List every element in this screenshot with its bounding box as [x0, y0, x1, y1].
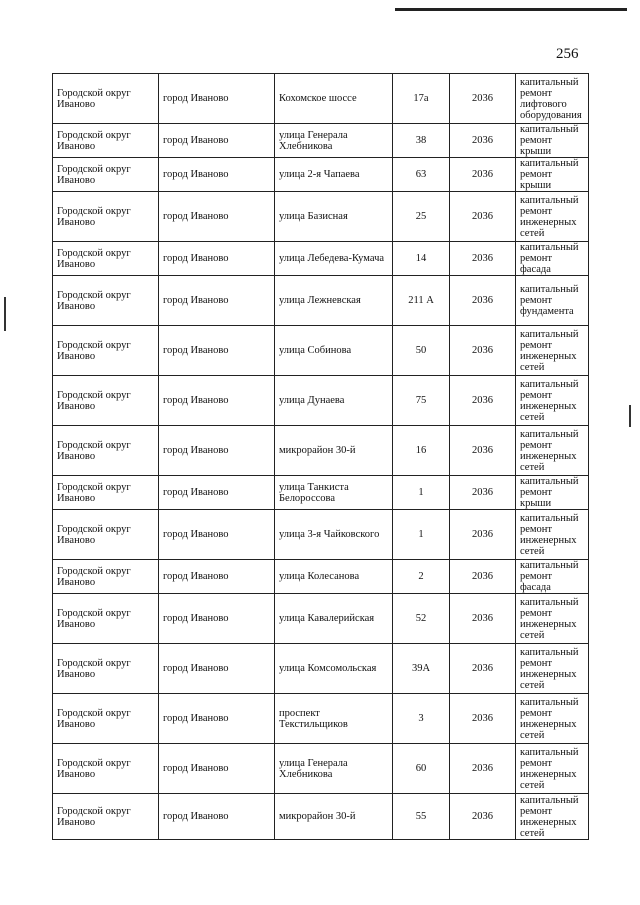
district-cell: Городской округ Иваново: [53, 158, 159, 192]
work-type-cell: капитальный ремонт фасада: [516, 242, 589, 276]
city-cell: город Иваново: [159, 192, 275, 242]
house-number-cell: 55: [393, 794, 450, 840]
work-type-cell: капитальный ремонт инженерных сетей: [516, 744, 589, 794]
house-number-cell: 60: [393, 744, 450, 794]
year-cell: 2036: [450, 192, 516, 242]
table-row: [53, 644, 589, 694]
city-cell: город Иваново: [159, 124, 275, 158]
top-rule: [395, 8, 627, 11]
street-cell: микрорайон 30-й: [275, 426, 393, 476]
house-number-cell: 39А: [393, 644, 450, 694]
street-cell: улица Лежневская: [275, 276, 393, 326]
table-row: [53, 510, 589, 560]
work-type-cell: капитальный ремонт инженерных сетей: [516, 694, 589, 744]
house-number-cell: 52: [393, 594, 450, 644]
repair-schedule-table: [52, 73, 589, 840]
city-cell: город Иваново: [159, 74, 275, 124]
work-type-cell: капитальный ремонт инженерных сетей: [516, 192, 589, 242]
city-cell: город Иваново: [159, 594, 275, 644]
year-cell: 2036: [450, 242, 516, 276]
street-cell: улица Генерала Хлебникова: [275, 744, 393, 794]
district-cell: Городской округ Иваново: [53, 426, 159, 476]
street-cell: улица Генерала Хлебникова: [275, 124, 393, 158]
city-cell: город Иваново: [159, 276, 275, 326]
city-cell: город Иваново: [159, 426, 275, 476]
street-cell: улица Кавалерийская: [275, 594, 393, 644]
district-cell: Городской округ Иваново: [53, 124, 159, 158]
table-row: [53, 694, 589, 744]
work-type-cell: капитальный ремонт инженерных сетей: [516, 510, 589, 560]
table-row: [53, 560, 589, 594]
scan-mark-right: [629, 405, 631, 427]
table-row: [53, 376, 589, 426]
year-cell: 2036: [450, 276, 516, 326]
city-cell: город Иваново: [159, 694, 275, 744]
work-type-cell: капитальный ремонт крыши: [516, 124, 589, 158]
street-cell: улица Базисная: [275, 192, 393, 242]
table-row: [53, 594, 589, 644]
table-row: [53, 242, 589, 276]
house-number-cell: 38: [393, 124, 450, 158]
table-row: [53, 74, 589, 124]
street-cell: улица Комсомольская: [275, 644, 393, 694]
table-row: [53, 744, 589, 794]
street-cell: улица Дунаева: [275, 376, 393, 426]
year-cell: 2036: [450, 74, 516, 124]
street-cell: проспект Текстильщиков: [275, 694, 393, 744]
table-row: [53, 158, 589, 192]
work-type-cell: капитальный ремонт лифтового оборудования: [516, 74, 589, 124]
city-cell: город Иваново: [159, 510, 275, 560]
table-row: [53, 476, 589, 510]
house-number-cell: 25: [393, 192, 450, 242]
year-cell: 2036: [450, 124, 516, 158]
district-cell: Городской округ Иваново: [53, 476, 159, 510]
city-cell: город Иваново: [159, 744, 275, 794]
house-number-cell: 75: [393, 376, 450, 426]
table-row: [53, 426, 589, 476]
street-cell: Кохомское шоссе: [275, 74, 393, 124]
table-body: [53, 74, 589, 840]
city-cell: город Иваново: [159, 376, 275, 426]
street-cell: микрорайон 30-й: [275, 794, 393, 840]
table-row: [53, 326, 589, 376]
city-cell: город Иваново: [159, 326, 275, 376]
city-cell: город Иваново: [159, 794, 275, 840]
year-cell: 2036: [450, 376, 516, 426]
district-cell: Городской округ Иваново: [53, 242, 159, 276]
street-cell: улица 2-я Чапаева: [275, 158, 393, 192]
year-cell: 2036: [450, 594, 516, 644]
year-cell: 2036: [450, 560, 516, 594]
house-number-cell: 2: [393, 560, 450, 594]
street-cell: улица Собинова: [275, 326, 393, 376]
house-number-cell: 14: [393, 242, 450, 276]
house-number-cell: 63: [393, 158, 450, 192]
year-cell: 2036: [450, 426, 516, 476]
scan-mark-left: [4, 297, 6, 331]
year-cell: 2036: [450, 510, 516, 560]
work-type-cell: капитальный ремонт инженерных сетей: [516, 644, 589, 694]
year-cell: 2036: [450, 644, 516, 694]
work-type-cell: капитальный ремонт инженерных сетей: [516, 326, 589, 376]
district-cell: Городской округ Иваново: [53, 510, 159, 560]
house-number-cell: 50: [393, 326, 450, 376]
house-number-cell: 3: [393, 694, 450, 744]
district-cell: Городской округ Иваново: [53, 276, 159, 326]
street-cell: улица 3-я Чайковского: [275, 510, 393, 560]
year-cell: 2036: [450, 694, 516, 744]
table-row: [53, 124, 589, 158]
house-number-cell: 17а: [393, 74, 450, 124]
district-cell: Городской округ Иваново: [53, 594, 159, 644]
page-number: 256: [556, 46, 579, 62]
district-cell: Городской округ Иваново: [53, 376, 159, 426]
city-cell: город Иваново: [159, 242, 275, 276]
district-cell: Городской округ Иваново: [53, 644, 159, 694]
city-cell: город Иваново: [159, 644, 275, 694]
district-cell: Городской округ Иваново: [53, 326, 159, 376]
city-cell: город Иваново: [159, 560, 275, 594]
city-cell: город Иваново: [159, 476, 275, 510]
house-number-cell: 1: [393, 510, 450, 560]
year-cell: 2036: [450, 158, 516, 192]
work-type-cell: капитальный ремонт инженерных сетей: [516, 594, 589, 644]
work-type-cell: капитальный ремонт инженерных сетей: [516, 794, 589, 840]
street-cell: улица Танкиста Белороссова: [275, 476, 393, 510]
year-cell: 2036: [450, 476, 516, 510]
work-type-cell: капитальный ремонт фасада: [516, 560, 589, 594]
city-cell: город Иваново: [159, 158, 275, 192]
work-type-cell: капитальный ремонт инженерных сетей: [516, 426, 589, 476]
table-row: [53, 276, 589, 326]
district-cell: Городской округ Иваново: [53, 560, 159, 594]
work-type-cell: капитальный ремонт инженерных сетей: [516, 376, 589, 426]
street-cell: улица Колесанова: [275, 560, 393, 594]
work-type-cell: капитальный ремонт крыши: [516, 158, 589, 192]
district-cell: Городской округ Иваново: [53, 192, 159, 242]
work-type-cell: капитальный ремонт крыши: [516, 476, 589, 510]
district-cell: Городской округ Иваново: [53, 744, 159, 794]
table-row: [53, 192, 589, 242]
house-number-cell: 16: [393, 426, 450, 476]
street-cell: улица Лебедева-Кумача: [275, 242, 393, 276]
year-cell: 2036: [450, 326, 516, 376]
district-cell: Городской округ Иваново: [53, 794, 159, 840]
table-row: [53, 794, 589, 840]
work-type-cell: капитальный ремонт фундамента: [516, 276, 589, 326]
year-cell: 2036: [450, 744, 516, 794]
district-cell: Городской округ Иваново: [53, 74, 159, 124]
district-cell: Городской округ Иваново: [53, 694, 159, 744]
house-number-cell: 211 А: [393, 276, 450, 326]
year-cell: 2036: [450, 794, 516, 840]
house-number-cell: 1: [393, 476, 450, 510]
